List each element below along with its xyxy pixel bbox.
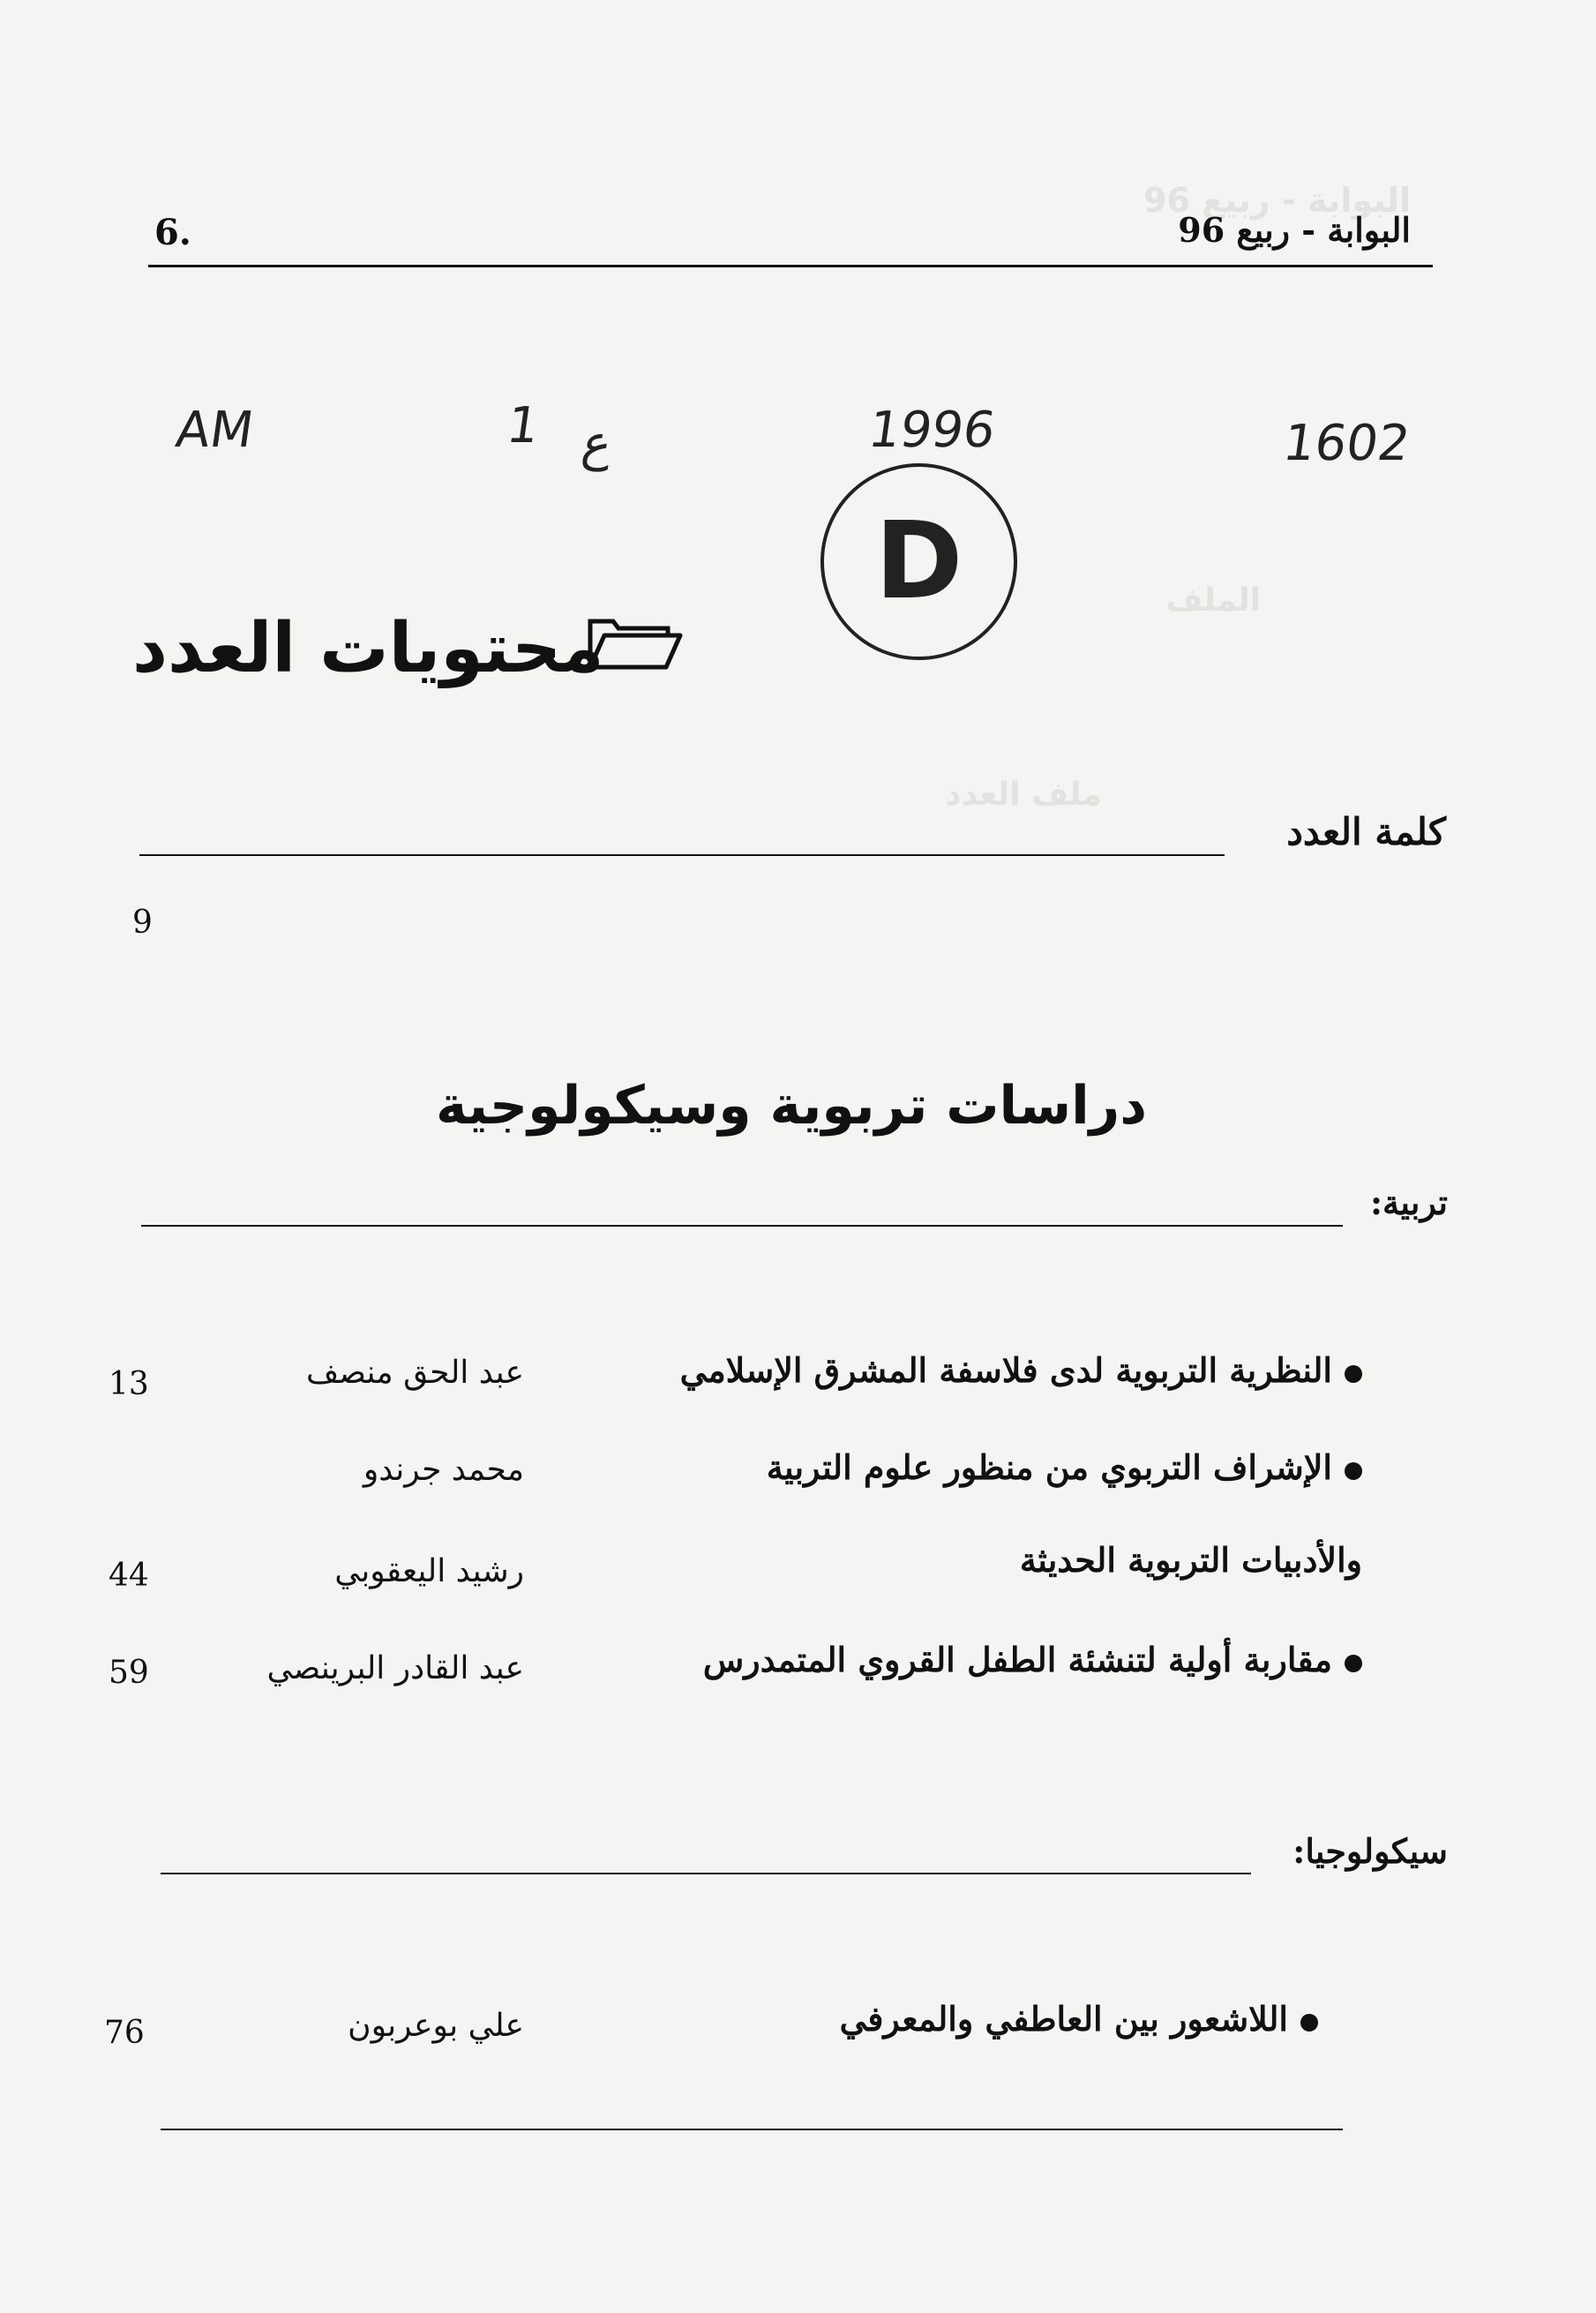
bleed-through-text: البوابة - ربيع 96 [1143, 181, 1411, 220]
editorial-label: كلمة العدد [1286, 810, 1446, 853]
toc-entry-title: الإشراف التربوي من منظور علوم التربية [767, 1447, 1362, 1487]
running-header-title: البوابة - ربيع 96 [1178, 210, 1411, 250]
bleed-through-text: ملف العدد [945, 777, 1102, 813]
toc-entry-page: 59 [109, 1655, 149, 1691]
education-rule [141, 1225, 1343, 1227]
editorial-rule [139, 854, 1225, 856]
handwritten-number: 1602 [1279, 415, 1414, 472]
library-stamp [820, 463, 1017, 660]
toc-entry-title: النظرية التربوية لدى فلاسفة المشرق الإسلامي [680, 1350, 1362, 1390]
toc-entry-author: عبد القادر البرينصي [266, 1650, 524, 1686]
handwritten-mark: 1 [503, 397, 543, 454]
bleed-through-text: الملف [1165, 582, 1261, 619]
bullet-icon [1345, 1365, 1362, 1383]
header-divider [148, 265, 1433, 267]
toc-entry-author: عبد الحق منصف [306, 1355, 524, 1391]
toc-entry-page: 76 [104, 2015, 145, 2051]
bullet-icon [1300, 2014, 1318, 2031]
education-label: تربية: [1370, 1183, 1448, 1222]
toc-entry-author: رشيد اليعقوبي [334, 1553, 524, 1589]
toc-entry-page: 13 [109, 1366, 149, 1402]
psychology-label: سيكولوجيا: [1293, 1831, 1448, 1871]
bullet-icon [1345, 1462, 1362, 1480]
editorial-page-number: 9 [132, 905, 153, 941]
psychology-rule [161, 1873, 1251, 1874]
handwritten-mark: AM [172, 402, 258, 459]
toc-entry-title: اللاشعور بين العاطفي والمعرفي [840, 1999, 1318, 2039]
running-header-page-number: 6. [154, 212, 191, 253]
folder-icon [587, 616, 684, 671]
section-heading: دراسات تربوية وسيكولوجية [436, 1075, 1147, 1137]
bullet-icon [1345, 1655, 1362, 1672]
toc-entry-author: محمد جرندو [363, 1452, 524, 1488]
toc-entry-author: علي بوعربون [348, 2008, 524, 2044]
closing-rule [161, 2129, 1343, 2130]
toc-entry-page: 44 [109, 1558, 149, 1594]
handwritten-year: 1996 [865, 402, 1000, 459]
contents-title: محتويات العدد [132, 609, 604, 688]
handwritten-mark: ع [578, 415, 616, 472]
toc-entry-title: مقاربة أولية لتنشئة الطفل القروي المتمدرس [703, 1640, 1362, 1679]
stamp-letter: D [874, 500, 963, 623]
toc-entry-title: والأدبيات التربوية الحديثة [1019, 1540, 1362, 1580]
